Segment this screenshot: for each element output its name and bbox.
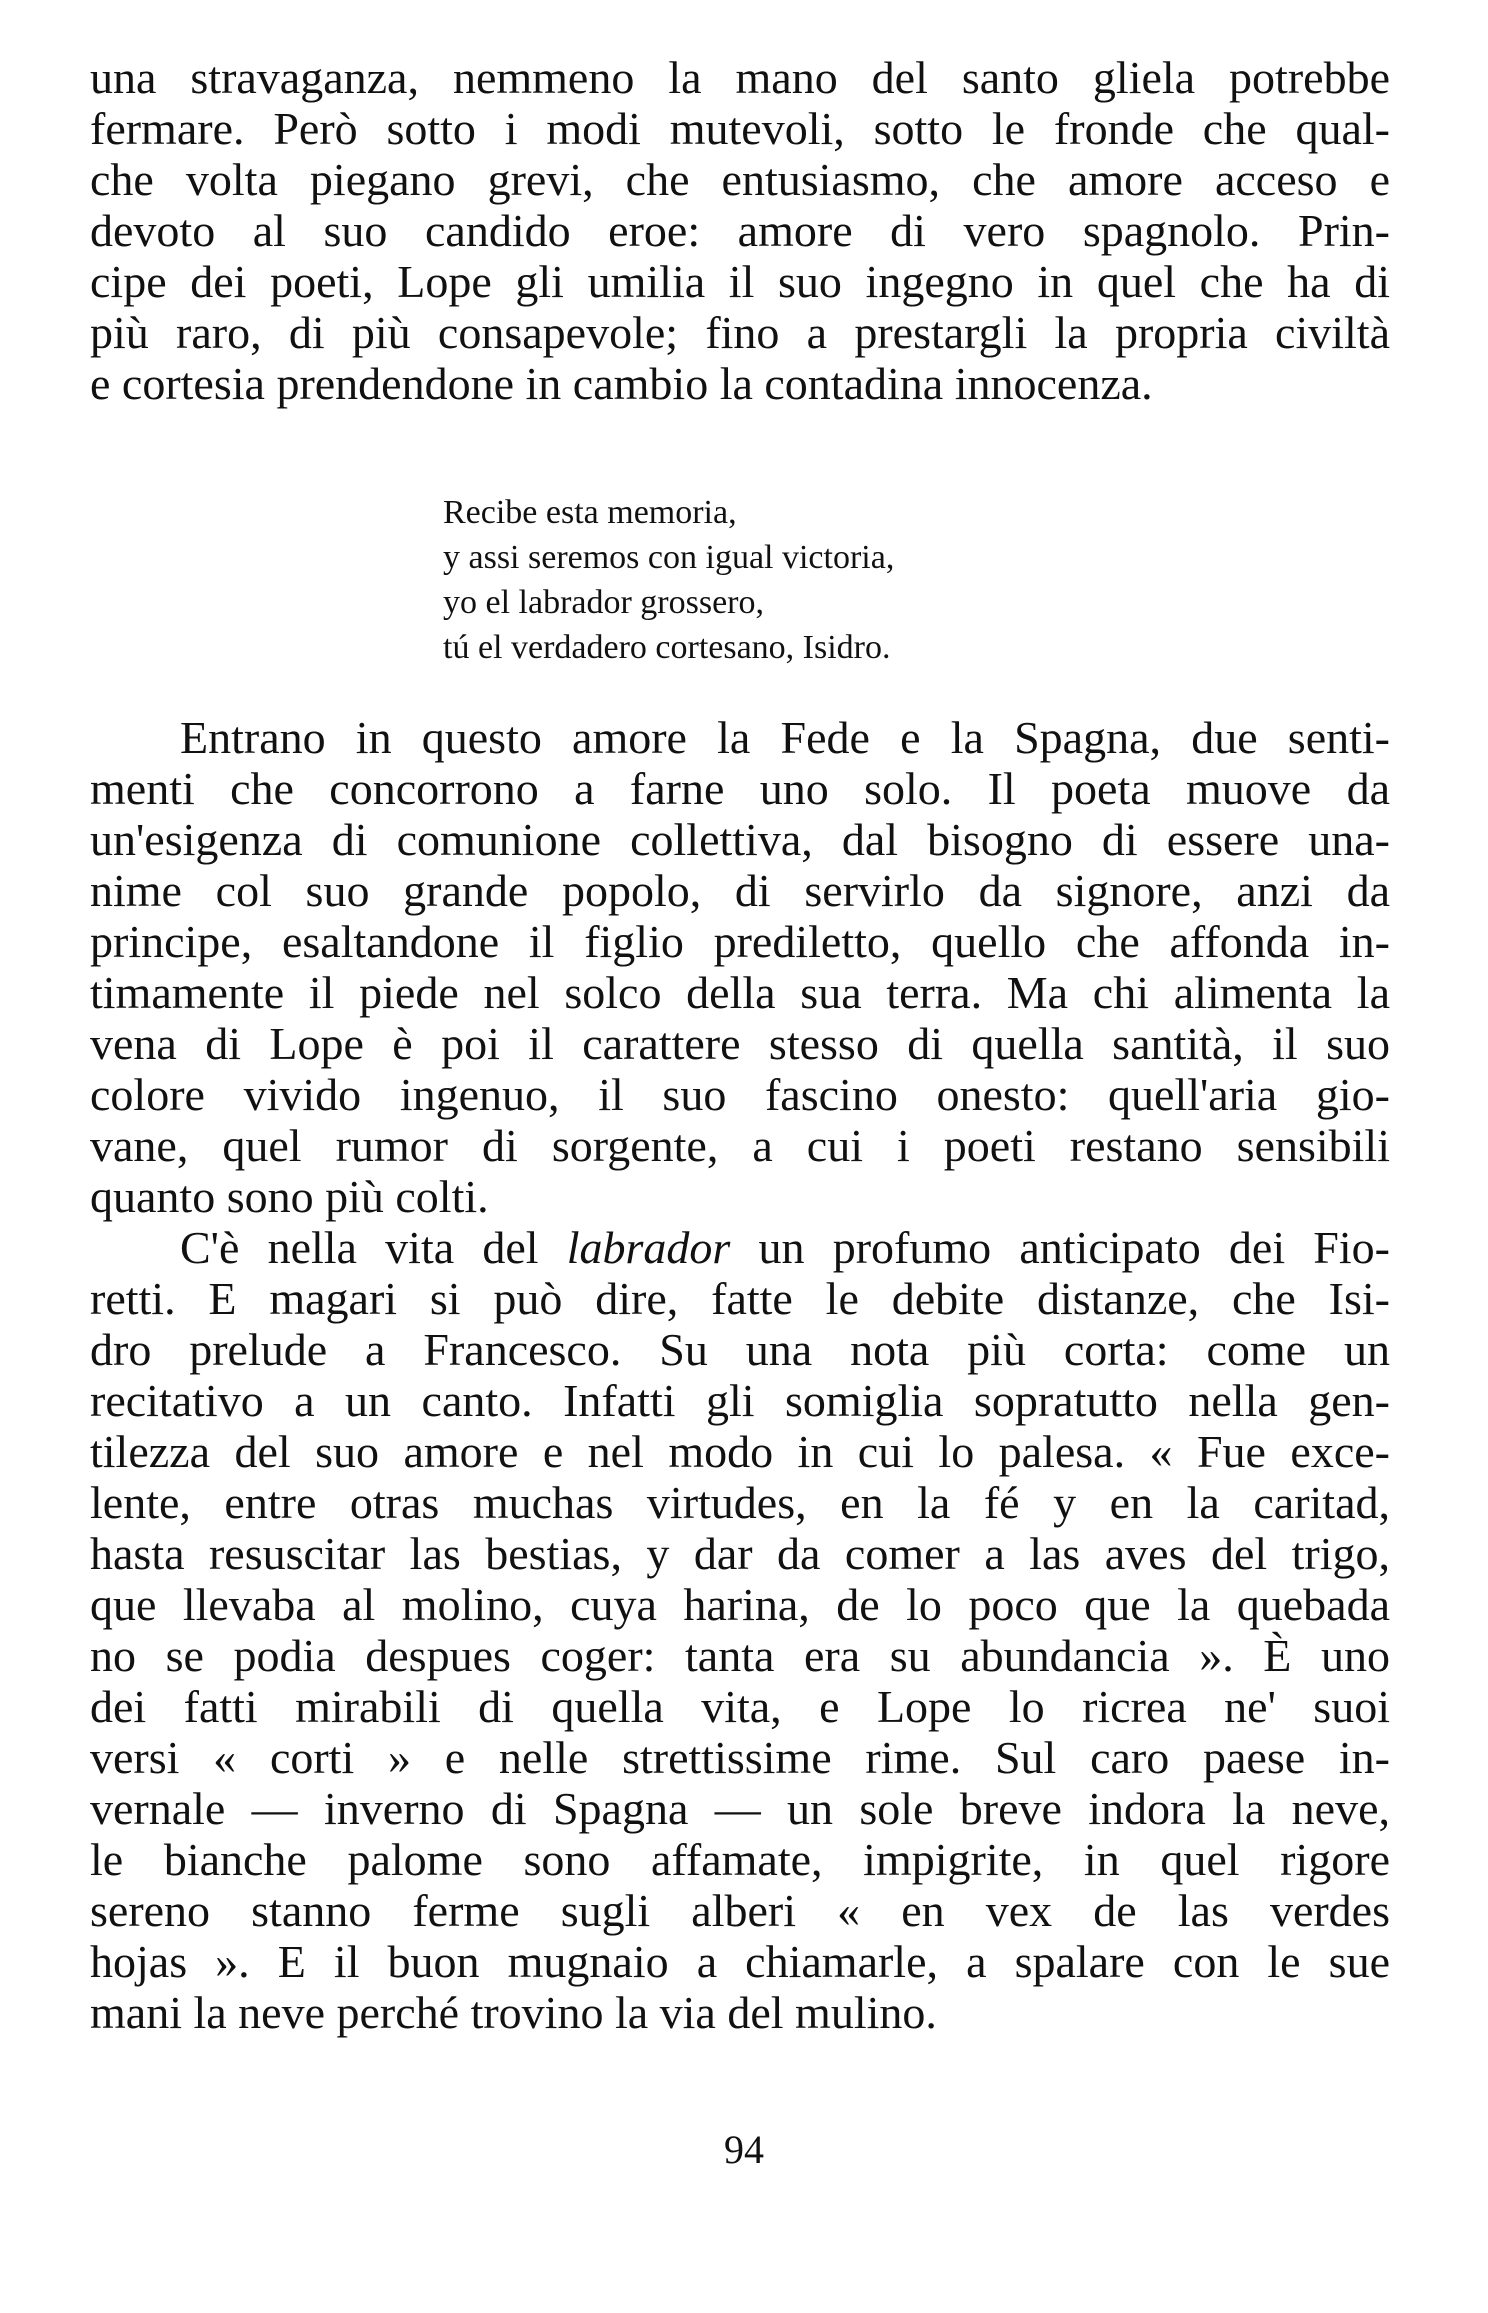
page-number: 94 bbox=[724, 2127, 764, 2172]
text-line: versi « corti » e nelle strettissime rime. Sul caro paese in- bbox=[90, 1732, 1390, 1783]
text-line: una stravaganza, nemmeno la mano del santo gliela potrebbe bbox=[90, 52, 1390, 103]
text-line: le bianche palome sono affamate, impigrite, in quel rigore bbox=[90, 1834, 1390, 1885]
verse-line: tú el verdadero cortesano, Isidro. bbox=[443, 629, 891, 666]
text-line: hasta resuscitar las bestias, y dar da comer a las aves del trigo, bbox=[90, 1528, 1390, 1579]
text-line: retti. E magari si può dire, fatte le debite distanze, che Isi- bbox=[90, 1273, 1390, 1324]
verse-line: yo el labrador grossero, bbox=[443, 584, 765, 621]
text-line: più raro, di più consapevole; fino a prestargli la propria civiltà bbox=[90, 307, 1390, 358]
text-line: e cortesia prendendone in cambio la contadina innocenza. bbox=[90, 358, 1153, 409]
verse-line: Recibe esta memoria, bbox=[443, 494, 737, 531]
text-line: vernale — inverno di Spagna — un sole breve indora la neve, bbox=[90, 1783, 1390, 1834]
text-line: vane, quel rumor di sorgente, a cui i poeti restano sensibili bbox=[90, 1120, 1390, 1171]
text-line: quanto sono più colti. bbox=[90, 1171, 489, 1222]
text-line: no se podia despues coger: tanta era su abundancia ». È uno bbox=[90, 1630, 1390, 1681]
text-line: che volta piegano grevi, che entusiasmo, che amore acceso e bbox=[90, 154, 1390, 205]
text-line: dei fatti mirabili di quella vita, e Lope lo ricrea ne' suoi bbox=[90, 1681, 1390, 1732]
text-line: que llevaba al molino, cuya harina, de lo poco que la quebada bbox=[90, 1579, 1390, 1630]
text-line: nime col suo grande popolo, di servirlo da signore, anzi da bbox=[90, 865, 1390, 916]
text-line: hojas ». E il buon mugnaio a chiamarle, a spalare con le sue bbox=[90, 1936, 1390, 1987]
text-line: principe, esaltandone il figlio prediletto, quello che affonda in- bbox=[90, 916, 1390, 967]
text-line: dro prelude a Francesco. Su una nota più corta: come un bbox=[90, 1324, 1390, 1375]
text-line: fermare. Però sotto i modi mutevoli, sotto le fronde che qual- bbox=[90, 103, 1390, 154]
verse-line: y assi seremos con igual victoria, bbox=[443, 539, 895, 576]
text-run: un profumo anticipato dei Fio- bbox=[730, 1222, 1390, 1273]
text-line: menti che concorrono a farne uno solo. Il poeta muove da bbox=[90, 763, 1390, 814]
text-line: colore vivido ingenuo, il suo fascino onesto: quell'aria gio- bbox=[90, 1069, 1390, 1120]
text-line: sereno stanno ferme sugli alberi « en vex de las verdes bbox=[90, 1885, 1390, 1936]
text-line: devoto al suo candido eroe: amore di vero spagnolo. Prin- bbox=[90, 205, 1390, 256]
text-line: timamente il piede nel solco della sua terra. Ma chi alimenta la bbox=[90, 967, 1390, 1018]
text-line: recitativo a un canto. Infatti gli somiglia sopratutto nella gen- bbox=[90, 1375, 1390, 1426]
text-line: tilezza del suo amore e nel modo in cui lo palesa. « Fue exce- bbox=[90, 1426, 1390, 1477]
text-line: mani la neve perché trovino la via del mulino. bbox=[90, 1987, 937, 2038]
text-line bbox=[180, 1222, 1390, 1274]
text-line: cipe dei poeti, Lope gli umilia il suo ingegno in quel che ha di bbox=[90, 256, 1390, 307]
text-line: un'esigenza di comunione collettiva, dal bisogno di essere una- bbox=[90, 814, 1390, 865]
text-line: Entrano in questo amore la Fede e la Spagna, due senti- bbox=[180, 712, 1390, 763]
text-line: lente, entre otras muchas virtudes, en la fé y en la caritad, bbox=[90, 1477, 1390, 1528]
text-run: C'è nella vita del bbox=[180, 1222, 567, 1273]
italic-term: labrador bbox=[566, 1222, 731, 1273]
text-line: vena di Lope è poi il carattere stesso di quella santità, il suo bbox=[90, 1018, 1390, 1069]
